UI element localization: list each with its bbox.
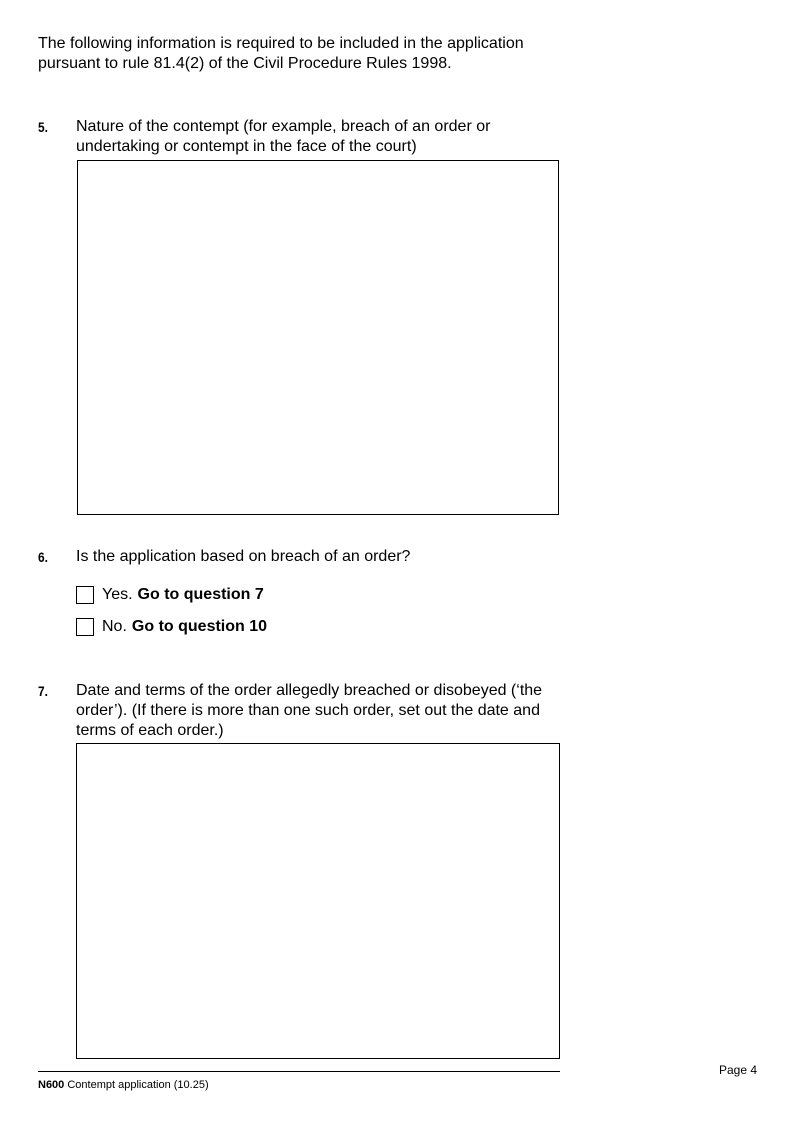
question-5-text: Nature of the contempt (for example, breach of an order or undertaking or contempt in the face of the court) [76,118,491,155]
footer-divider [38,1071,560,1072]
form-title: Contempt application (10.25) [67,1079,209,1091]
no-checkbox[interactable] [76,618,94,636]
yes-instruction: Go to question 7 [137,586,264,603]
form-code: N600 [38,1079,65,1091]
option-no[interactable] [76,617,267,637]
option-yes[interactable] [76,585,264,605]
intro-text: The following information is required to be included in the application pursuant to rule 81.4(2) of the Civil Procedure Rules 1998. [38,35,524,72]
question-6-text: Is the application based on breach of an order? [76,548,411,565]
question-5-number: 5. [38,119,48,135]
no-instruction: Go to question 10 [131,618,268,635]
yes-label: Yes. [102,586,133,603]
question-7-answer-box[interactable] [76,743,560,1059]
question-7-text: Date and terms of the order allegedly breached or disobeyed (‘the order’). (If there is more than one such order, set out the date and terms of each order.) [76,682,543,739]
question-5-answer-box[interactable] [77,160,559,515]
question-7-number: 7. [38,683,48,699]
page-number: Page 4 [719,1063,758,1077]
no-label: No. [102,618,127,635]
yes-checkbox[interactable] [76,586,94,604]
footer-form-info [38,1078,209,1092]
question-6-number: 6. [38,549,48,565]
